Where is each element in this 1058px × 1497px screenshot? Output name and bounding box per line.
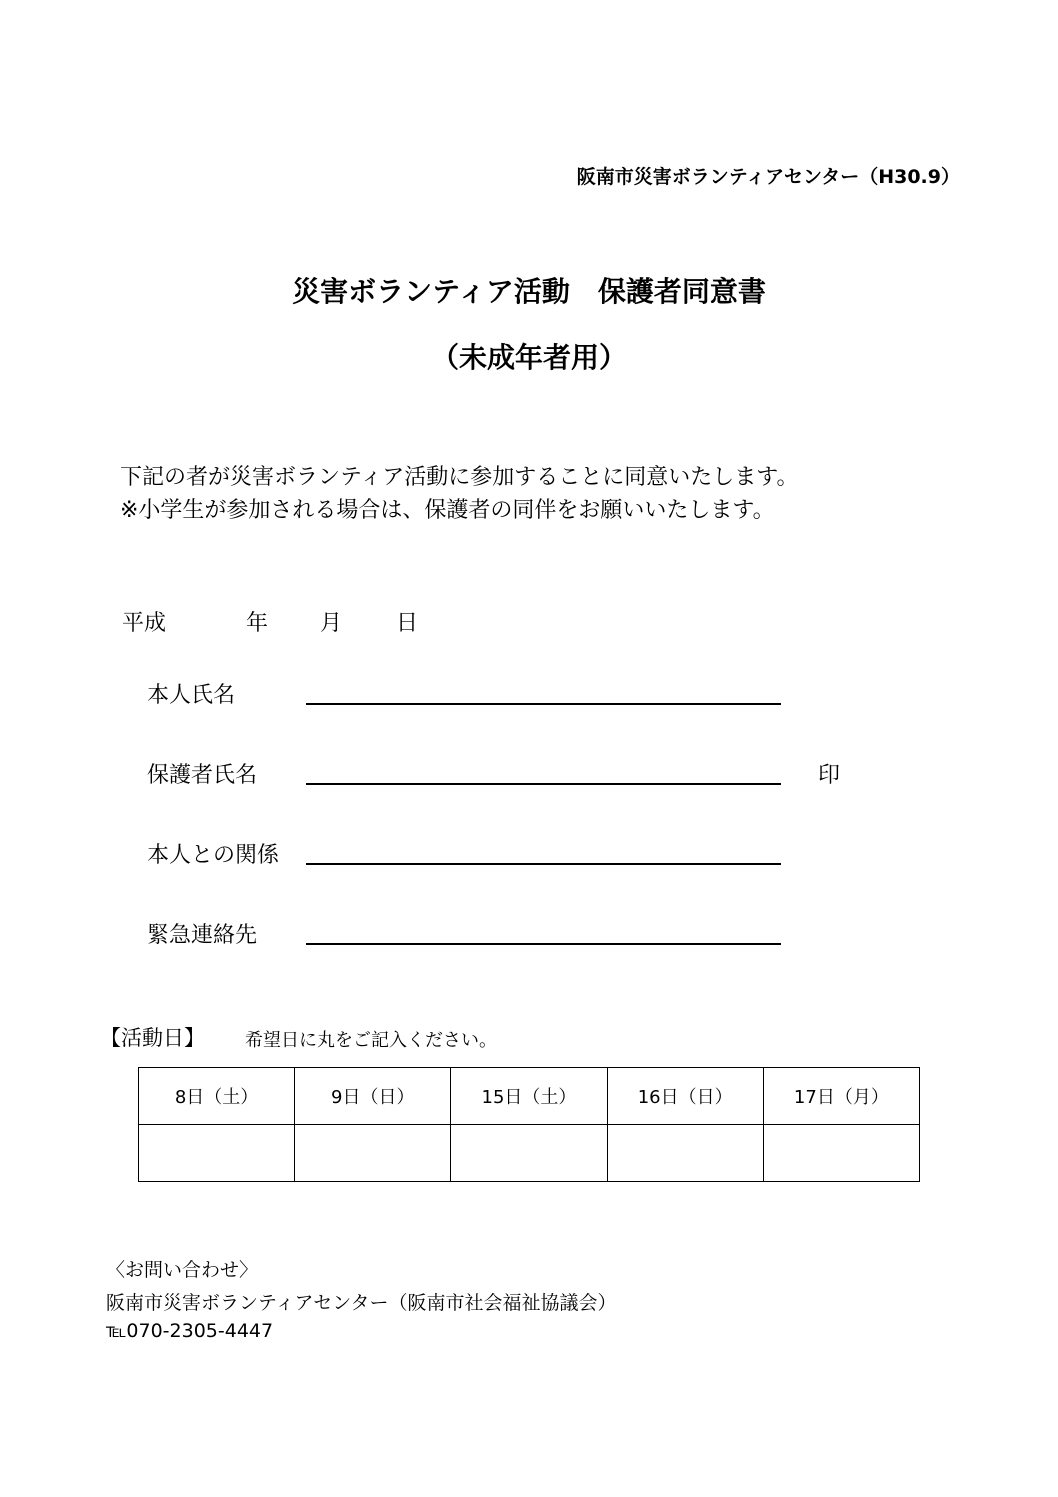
activity-days-note: 希望日に丸をご記入ください。 <box>245 1030 497 1051</box>
field-label-emergency-contact: 緊急連絡先 <box>147 923 258 948</box>
day-mark-cell[interactable] <box>295 1125 451 1182</box>
date-era: 平成 <box>122 611 167 636</box>
day-mark-cell[interactable] <box>607 1125 763 1182</box>
activity-days-mark-row <box>139 1125 920 1182</box>
field-label-guardian: 保護者氏名 <box>147 763 258 788</box>
document-subtitle: （未成年者用） <box>430 341 627 374</box>
field-label-name: 本人氏名 <box>147 683 236 708</box>
date-year-label: 年 <box>246 611 269 636</box>
header-organization: 阪南市災害ボランティアセンター（H30.9） <box>576 166 960 188</box>
document-title: 災害ボランティア活動 保護者同意書 <box>292 275 766 308</box>
day-header: 9日（日） <box>295 1068 451 1125</box>
seal-mark: 印 <box>818 763 841 788</box>
contact-heading: 〈お問い合わせ〉 <box>106 1259 259 1281</box>
day-mark-cell[interactable] <box>139 1125 295 1182</box>
field-label-relationship: 本人との関係 <box>147 843 280 868</box>
day-header: 17日（月） <box>763 1068 919 1125</box>
contact-organization: 阪南市災害ボランティアセンター（阪南市社会福祉協議会） <box>106 1292 617 1314</box>
field-line-name[interactable] <box>306 703 781 705</box>
activity-days-table <box>138 1067 920 1182</box>
field-line-emergency-contact[interactable] <box>306 943 781 945</box>
date-month-label: 月 <box>320 611 343 636</box>
activity-days-heading: 【活動日】 <box>100 1026 205 1050</box>
intro-line-2: ※小学生が参加される場合は、保護者の同伴をお願いいたします。 <box>120 498 775 523</box>
field-line-guardian[interactable] <box>306 783 781 785</box>
day-mark-cell[interactable] <box>763 1125 919 1182</box>
intro-line-1: 下記の者が災害ボランティア活動に参加することに同意いたします。 <box>120 465 799 490</box>
contact-phone: ℡070-2305-4447 <box>106 1320 274 1342</box>
activity-days-header-row <box>139 1068 920 1125</box>
day-header: 8日（土） <box>139 1068 295 1125</box>
day-header: 15日（土） <box>451 1068 607 1125</box>
field-line-relationship[interactable] <box>306 863 781 865</box>
day-mark-cell[interactable] <box>451 1125 607 1182</box>
date-day-label: 日 <box>396 611 419 636</box>
day-header: 16日（日） <box>607 1068 763 1125</box>
